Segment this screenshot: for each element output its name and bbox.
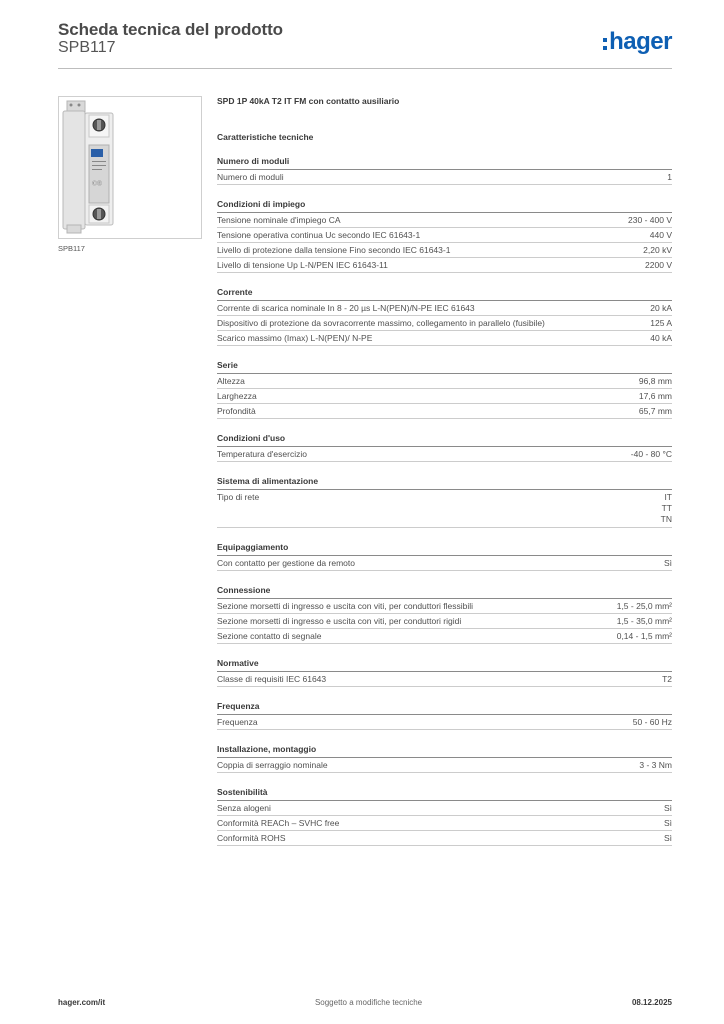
footer-website-link[interactable]: hager.com/it [58, 998, 106, 1007]
section-title: Sistema di alimentazione [217, 476, 672, 490]
spec-row [217, 228, 672, 243]
spec-row [217, 816, 672, 831]
spec-row [217, 614, 672, 629]
spec-row [217, 715, 672, 730]
hager-logo[interactable] [603, 28, 672, 56]
spec-value: 125 A [650, 318, 672, 328]
spec-label: Livello di tensione Up L-N/PEN IEC 61643-11 [217, 260, 388, 270]
spec-value: 2,20 kV [643, 245, 672, 255]
spec-value: -40 - 80 °C [630, 449, 672, 459]
spec-section [217, 433, 672, 462]
spec-row [217, 258, 672, 273]
spec-row [217, 831, 672, 846]
spec-value: 440 V [649, 230, 672, 240]
page-title: Scheda tecnica del prodotto [58, 20, 283, 39]
spec-value: 96,8 mm [638, 376, 672, 386]
spec-row [217, 404, 672, 419]
spec-value: 230 - 400 V [628, 215, 672, 225]
spec-label: Larghezza [217, 391, 257, 401]
spec-label: Conformità ROHS [217, 833, 286, 843]
spec-label: Profondità [217, 406, 256, 416]
spec-sections [217, 156, 672, 846]
logo-colon-icon [603, 38, 607, 50]
spec-value: 1 [667, 172, 672, 182]
spec-row [217, 170, 672, 185]
spec-value: 0,14 - 1,5 mm² [616, 631, 672, 641]
product-image [58, 96, 202, 239]
spec-row [217, 213, 672, 228]
spec-row [217, 629, 672, 644]
spec-value: Sì [663, 558, 672, 568]
spec-section [217, 199, 672, 273]
spec-row [217, 758, 672, 773]
spec-label: Sezione contatto di segnale [217, 631, 322, 641]
spec-row [217, 331, 672, 346]
spec-row [217, 389, 672, 404]
device-marking: ⒸⒺ [92, 181, 103, 187]
footer-date: 08.12.2025 [631, 998, 672, 1007]
spec-label: Con contatto per gestione da remoto [217, 558, 355, 568]
spec-section [217, 658, 672, 687]
spec-value: 2200 V [645, 260, 672, 270]
spec-value: Sì [663, 818, 672, 828]
spec-row [217, 672, 672, 687]
spec-value: Sì [663, 833, 672, 843]
spec-label: Frequenza [217, 717, 258, 727]
spec-section [217, 585, 672, 644]
spec-label: Tensione operativa continua Uc secondo IEC 61643-1 [217, 230, 421, 240]
section-title: Condizioni d'uso [217, 433, 672, 447]
section-title: Condizioni di impiego [217, 199, 672, 213]
logo-text: hager [609, 28, 672, 55]
spec-values [661, 492, 672, 525]
spec-value: 1,5 - 35,0 mm² [616, 616, 672, 626]
section-title: Sostenibilità [217, 787, 672, 801]
spec-value: Sì [663, 803, 672, 813]
technical-characteristics-heading: Caratteristiche tecniche [217, 132, 314, 142]
spec-label: Sezione morsetti di ingresso e uscita con viti, per conduttori rigidi [217, 616, 462, 626]
spec-label: Temperatura d'esercizio [217, 449, 307, 459]
spec-section [217, 156, 672, 185]
spec-section [217, 744, 672, 773]
section-title: Installazione, montaggio [217, 744, 672, 758]
spec-label: Dispositivo di protezione da sovracorrente massimo, collegamento in parallelo (fusibile) [217, 318, 545, 328]
spec-value: 50 - 60 Hz [632, 717, 672, 727]
spec-row [217, 447, 672, 462]
spec-label: Senza alogeni [217, 803, 271, 813]
spec-value: 17,6 mm [638, 391, 672, 401]
spec-label: Scarico massimo (Imax) L-N(PEN)/ N-PE [217, 333, 373, 343]
spec-value: IT [664, 492, 672, 502]
spec-section [217, 360, 672, 419]
spec-row [217, 599, 672, 614]
spec-label: Classe di requisiti IEC 61643 [217, 674, 327, 684]
spec-row [217, 243, 672, 258]
section-title: Normative [217, 658, 672, 672]
image-caption: SPB117 [58, 244, 85, 253]
spec-section [217, 701, 672, 730]
spec-row [217, 801, 672, 816]
header-divider [58, 68, 672, 69]
page-footer [58, 998, 672, 1007]
spec-value: 20 kA [650, 303, 672, 313]
spec-label: Livello di protezione dalla tensione Fino secondo IEC 61643-1 [217, 245, 451, 255]
spec-label: Corrente di scarica nominale In 8 - 20 µs L-N(PEN)/N-PE IEC 61643 [217, 303, 475, 313]
spec-label: Coppia di serraggio nominale [217, 760, 328, 770]
spec-value: TN [660, 514, 672, 524]
spec-label: Sezione morsetti di ingresso e uscita con viti, per conduttori flessibili [217, 601, 474, 611]
spec-label: Numero di moduli [217, 172, 284, 182]
section-title: Numero di moduli [217, 156, 672, 170]
spec-label: Conformità REACh – SVHC free [217, 818, 340, 828]
spec-row [217, 556, 672, 571]
section-title: Frequenza [217, 701, 672, 715]
section-title: Equipaggiamento [217, 542, 672, 556]
section-title: Connessione [217, 585, 672, 599]
spec-label: Tensione nominale d'impiego CA [217, 215, 341, 225]
product-code: SPB117 [58, 39, 116, 56]
surge-protector-icon [59, 97, 201, 238]
spec-section [217, 476, 672, 528]
spec-section [217, 787, 672, 846]
spec-label: Tipo di rete [217, 492, 260, 502]
spec-value: 1,5 - 25,0 mm² [616, 601, 672, 611]
spec-section [217, 287, 672, 346]
spec-label: Altezza [217, 376, 245, 386]
spec-row [217, 490, 672, 528]
spec-value: 40 kA [650, 333, 672, 343]
spec-row [217, 374, 672, 389]
spec-content [217, 96, 672, 846]
spec-value: TT [661, 503, 672, 513]
section-title: Serie [217, 360, 672, 374]
footer-note: Soggetto a modifiche tecniche [314, 998, 423, 1007]
spec-row [217, 316, 672, 331]
spec-section [217, 542, 672, 571]
spec-value: T2 [662, 674, 672, 684]
section-title: Corrente [217, 287, 672, 301]
spec-row [217, 301, 672, 316]
product-description: SPD 1P 40kA T2 IT FM con contatto ausiliario [217, 96, 400, 106]
spec-value: 65,7 mm [638, 406, 672, 416]
spec-value: 3 - 3 Nm [639, 760, 672, 770]
